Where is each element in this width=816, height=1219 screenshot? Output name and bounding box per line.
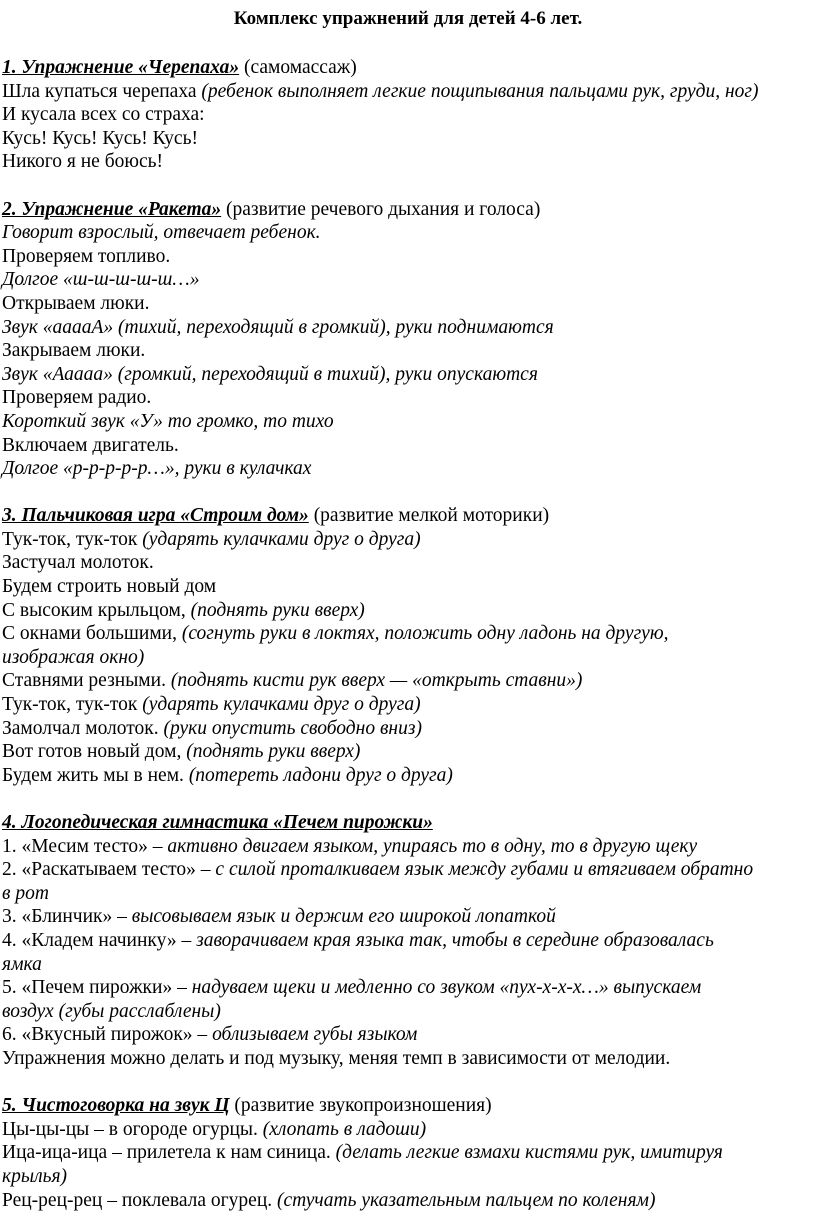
body-text: Тук-ток, тук-ток [2,694,143,716]
body-text: Цы-цы-цы – в огороде огурцы. [2,1118,263,1140]
instruction-text: Долгое «р-р-р-р-р…», руки в кулачках [2,458,312,480]
text-line [2,1023,812,1047]
text-line [2,339,812,363]
text-line [2,976,812,1000]
text-line [2,268,812,292]
body-text: Упражнения можно делать и под музыку, меняя темп в зависимости от мелодии. [2,1047,671,1069]
section-heading: 4. Логопедическая гимнастика «Печем пирожки» [2,812,433,833]
text-line [2,1047,812,1071]
body-text: Никого я не боюсь! [2,151,163,173]
body-text: (развитие звукопроизношения) [229,1095,492,1117]
instruction-text: заворачиваем края языка так, чтобы в середине образовалась [196,929,714,951]
body-text: Будем строить новый дом [2,576,217,598]
instruction-text: облизываем губы языком [212,1024,418,1046]
instruction-text: (руки опустить свободно вниз) [163,717,422,739]
text-line [2,1000,812,1024]
text-line [2,434,812,458]
instruction-text: (потереть ладони друг о друга) [188,764,453,786]
blank-line [2,787,812,811]
body-text: Включаем двигатель. [2,434,179,456]
text-line [2,835,812,859]
text-line [2,386,812,410]
text-line [2,1165,812,1189]
text-line [2,363,812,387]
instruction-text: (поднять руки вверх) [186,741,361,763]
instruction-text: (поднять кисти рук вверх — «открыть ставни») [170,670,583,692]
text-line [2,1189,812,1213]
text-line [2,1118,812,1142]
body-text: Замолчал молоток. [2,717,164,739]
text-line [2,811,812,835]
text-line [2,622,812,646]
text-line [2,410,812,434]
text-line [2,575,812,599]
text-line [2,905,812,929]
body-text: Тук-ток, тук-ток [2,528,143,550]
instruction-text: (поднять руки вверх) [190,599,365,621]
text-line [2,198,812,222]
body-text: 2. «Раскатываем тесто» – [2,859,216,881]
instruction-text: воздух (губы расслаблены) [2,1000,221,1022]
body-text: Будем жить мы в нем. [2,764,189,786]
body-text: Застучал молоток. [2,552,154,574]
instruction-text: (стучать указательным пальцем по коленям) [277,1189,656,1211]
text-line [2,858,812,882]
body-text: Ица-ица-ица – прилетела к нам синица. [2,1142,336,1164]
instruction-text: надуваем щеки и медленно со звуком «пух-х-х-х…» выпускаем [191,977,702,999]
text-line [2,245,812,269]
instruction-text: (ударять кулачками друг о друга) [142,694,421,716]
instruction-text: с силой проталкиваем язык между губами и втягиваем обратно [215,859,754,881]
instruction-text: крылья) [2,1165,68,1187]
text-line [2,693,812,717]
text-line [2,504,812,528]
document-title: Комплекс упражнений для детей 4-6 лет. [233,8,583,29]
text-line [2,669,812,693]
instruction-text: Звук «Ааааа» (громкий, переходящий в тихий), руки опускаются [2,363,538,385]
body-text: 6. «Вкусный пирожок» – [2,1024,213,1046]
body-text: 3. «Блинчик» – [2,906,132,928]
instruction-text: (ребенок выполняет легкие пощипывания пальцами рук, груди, ног) [201,80,759,102]
text-line [2,764,812,788]
body-text: (развитие мелкой моторики) [308,505,550,527]
instruction-text: активно двигаем языком, упираясь то в одну, то в другую щеку [167,835,698,857]
instruction-text: ямка [2,953,42,975]
body-text: Шла купаться черепаха [2,80,202,102]
text-line [2,292,812,316]
instruction-text: изображая окно) [2,646,145,668]
body-text: Кусь! Кусь! Кусь! Кусь! [2,127,198,149]
instruction-text: (хлопать в ладоши) [262,1118,427,1140]
text-line [2,599,812,623]
body-text: Ставнями резными. [2,670,171,692]
body-text: 1. «Месим тесто» – [2,835,168,857]
text-line [2,127,812,151]
body-text: С высоким крыльцом, [2,599,191,621]
body-text: 4. «Кладем начинку» – [2,929,197,951]
text-line [2,882,812,906]
body-text: Рец-рец-рец – поклевала огурец. [2,1189,278,1211]
instruction-text: в рот [2,882,49,904]
body-text: 5. «Печем пирожки» – [2,977,192,999]
instruction-text: Долгое «ш-ш-ш-ш-ш…» [2,269,200,291]
text-line [2,457,812,481]
body-text: Проверяем топливо. [2,245,171,267]
instruction-text: (делать легкие взмахи кистями рук, имитируя [335,1142,723,1164]
blank-line [2,481,812,505]
text-line [2,953,812,977]
text-line [2,150,812,174]
section-heading: 3. Пальчиковая игра «Строим дом» [2,505,309,527]
body-text: Проверяем радио. [2,387,152,409]
body-text: Закрываем люки. [2,340,146,362]
text-line [2,316,812,340]
text-line [2,929,812,953]
document-body [2,56,812,1212]
blank-line [2,174,812,198]
body-text: Вот готов новый дом, [2,741,187,763]
body-text: Открываем люки. [2,292,150,314]
section-heading: 1. Упражнение «Черепаха» [2,57,240,78]
blank-line [2,1071,812,1095]
instruction-text: Говорит взрослый, отвечает ребенок. [2,222,321,244]
text-line [2,551,812,575]
instruction-text: (согнуть руки в локтях, положить одну ладонь на другую, [181,623,669,645]
section-heading: 2. Упражнение «Ракета» [2,198,222,220]
text-line [2,528,812,552]
instruction-text: (ударять кулачками друг о друга) [142,528,421,550]
text-line [2,103,812,127]
text-line [2,1094,812,1118]
text-line [2,56,812,80]
text-line [2,740,812,764]
body-text: (развитие речевого дыхания и голоса) [221,198,541,220]
instruction-text: высовываем язык и держим его широкой лопаткой [131,906,556,928]
text-line [2,80,812,104]
instruction-text: Короткий звук «У» то громко, то тихо [2,410,334,432]
text-line [2,1141,812,1165]
text-line [2,221,812,245]
text-line [2,646,812,670]
body-text: С окнами большими, [2,623,182,645]
section-heading: 5. Чистоговорка на звук Ц [2,1095,230,1117]
body-text: И кусала всех со страха: [2,104,205,126]
text-line [2,717,812,741]
instruction-text: Звук «ааааА» (тихий, переходящий в громкий), руки поднимаются [2,316,554,338]
body-text: (самомассаж) [239,57,357,78]
